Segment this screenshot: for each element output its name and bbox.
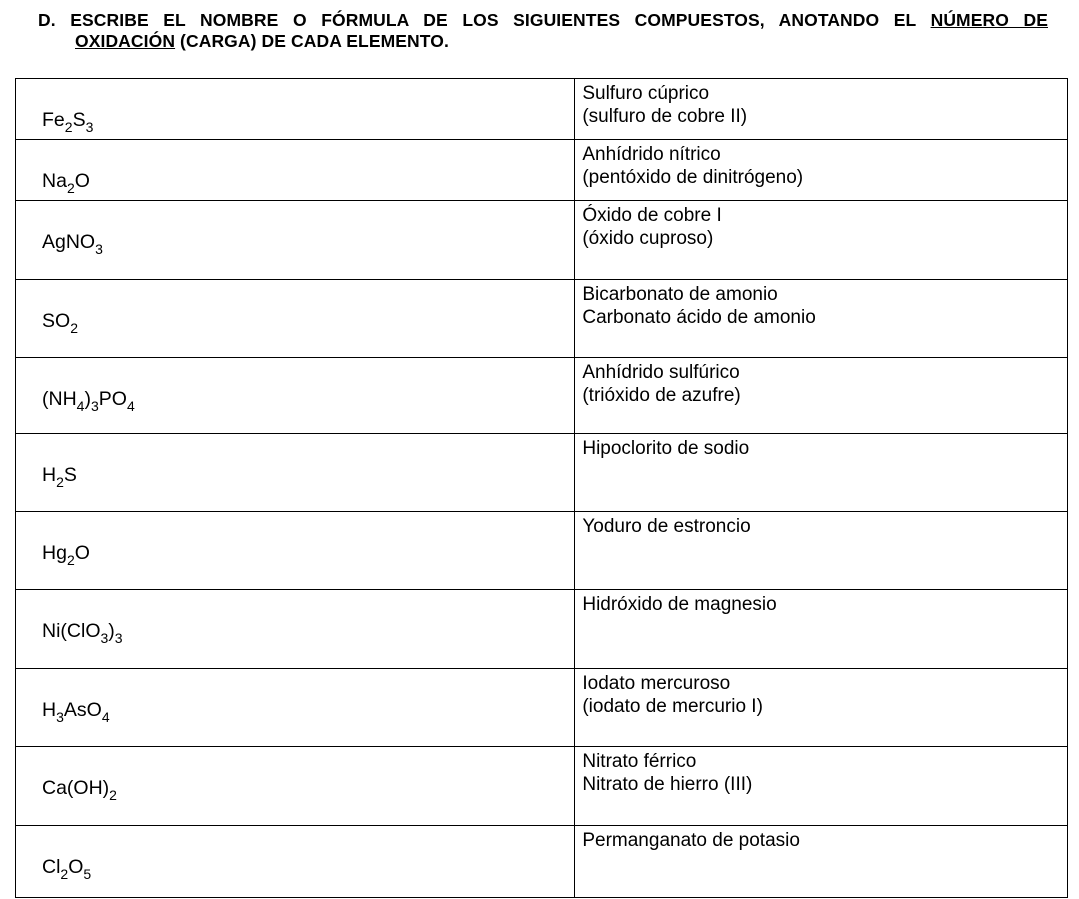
formula: [16, 826, 574, 882]
formula-subscript: 2: [109, 787, 117, 803]
compound-name: [575, 140, 1067, 189]
compound-name: [575, 201, 1067, 250]
compound-name: [575, 280, 1067, 329]
formula-text: Na: [42, 170, 67, 192]
table-row: [16, 590, 1068, 669]
formula: [16, 747, 574, 803]
instructions: [38, 10, 1048, 52]
compound-name: [575, 590, 1067, 616]
compound-name-line-2: Carbonato ácido de amonio: [582, 307, 816, 328]
name-cell[interactable]: [575, 434, 1068, 512]
table-row: [16, 434, 1068, 512]
formula-text: Fe: [42, 109, 65, 131]
compound-name-line-1: Bicarbonato de amonio: [582, 284, 778, 305]
formula: [16, 512, 574, 568]
instructions-underlined-1: NÚMERO DE: [930, 10, 1048, 30]
compound-name-line-1: Hidróxido de magnesio: [582, 594, 777, 615]
compound-name-line-1: Yoduro de estroncio: [582, 516, 751, 537]
formula-text: Hg: [42, 542, 67, 564]
instructions-line-1: [38, 10, 1048, 31]
compound-name-line-1: Nitrato férrico: [582, 751, 697, 772]
compound-name-line-1: Permanganato de potasio: [582, 830, 800, 851]
table-row: [16, 669, 1068, 747]
formula-text: O: [68, 856, 84, 878]
formula-text: S: [72, 109, 86, 131]
formula-text: ): [108, 620, 115, 642]
name-cell[interactable]: [575, 512, 1068, 590]
name-cell[interactable]: [575, 590, 1068, 669]
compound-name: [575, 669, 1067, 718]
formula-text: AgNO: [42, 231, 96, 253]
formula-cell[interactable]: [16, 140, 575, 201]
formula-subscript: 3: [90, 398, 99, 414]
instructions-text-2: (CARGA) DE CADA ELEMENTO.: [175, 31, 449, 51]
table-row: [16, 280, 1068, 358]
formula-cell[interactable]: [16, 434, 575, 512]
table-row: [16, 747, 1068, 826]
compound-name-line-2: (iodato de mercurio I): [582, 696, 763, 717]
formula: [16, 358, 574, 414]
formula-subscript: 4: [126, 398, 135, 414]
formula-text: O: [74, 542, 90, 564]
formula-text: ): [84, 388, 91, 410]
compound-name: [575, 747, 1067, 796]
formula-text: Ca(OH): [42, 777, 110, 799]
compound-name-line-1: Hipoclorito de sodio: [582, 438, 750, 459]
name-cell[interactable]: [575, 358, 1068, 434]
formula-cell[interactable]: [16, 512, 575, 590]
compound-name-line-2: (pentóxido de dinitrógeno): [582, 167, 804, 188]
formula-cell[interactable]: [16, 826, 575, 898]
table-row: [16, 201, 1068, 280]
formula-text: H: [42, 699, 57, 721]
compound-name-line-1: Iodato mercuroso: [582, 673, 731, 694]
compounds-table: [15, 78, 1068, 898]
formula: [16, 201, 574, 257]
compound-name-line-1: Anhídrido nítrico: [582, 144, 721, 165]
formula-subscript: 2: [66, 552, 75, 568]
formula-text: (NH: [42, 388, 77, 410]
compound-name: [575, 512, 1067, 538]
compound-name-line-2: (sulfuro de cobre II): [582, 106, 748, 127]
name-cell[interactable]: [575, 669, 1068, 747]
table-row: [16, 358, 1068, 434]
formula-subscript: 4: [76, 398, 85, 414]
compound-name-line-2: (óxido cuproso): [582, 228, 714, 249]
formula: [16, 590, 574, 646]
formula-text: AsO: [63, 699, 102, 721]
compound-name: [575, 826, 1067, 852]
formula: [16, 434, 574, 490]
formula-cell[interactable]: [16, 358, 575, 434]
compound-name-line-1: Sulfuro cúprico: [582, 83, 710, 104]
formula-text: SO: [42, 310, 71, 332]
compound-name: [575, 79, 1067, 128]
formula-subscript: 4: [101, 709, 110, 725]
formula: [16, 79, 574, 135]
formula: [16, 669, 574, 725]
name-cell[interactable]: [575, 79, 1068, 140]
name-cell[interactable]: [575, 280, 1068, 358]
formula: [16, 280, 574, 336]
table-row: [16, 826, 1068, 898]
formula-text: H: [42, 464, 57, 486]
formula-cell[interactable]: [16, 79, 575, 140]
formula-text: Cl: [42, 856, 61, 878]
compound-name-line-2: Nitrato de hierro (III): [582, 774, 753, 795]
formula-subscript: 2: [64, 119, 73, 135]
name-cell[interactable]: [575, 826, 1068, 898]
name-cell[interactable]: [575, 201, 1068, 280]
formula-subscript: 3: [95, 241, 103, 257]
formula-subscript: 2: [70, 320, 78, 336]
formula-text: S: [63, 464, 77, 486]
formula-text: PO: [98, 388, 127, 410]
table-row: [16, 140, 1068, 201]
formula-text: O: [74, 170, 90, 192]
formula: [16, 140, 574, 196]
formula-subscript: 3: [114, 630, 123, 646]
formula-cell[interactable]: [16, 201, 575, 280]
compound-name-line-1: Anhídrido sulfúrico: [582, 362, 740, 383]
formula-subscript: 3: [100, 630, 109, 646]
table-row: [16, 79, 1068, 140]
formula-text: Ni(ClO: [42, 620, 101, 642]
table-row: [16, 512, 1068, 590]
compound-name-line-2: (trióxido de azufre): [582, 385, 741, 406]
instructions-text-1: D. ESCRIBE EL NOMBRE O FÓRMULA DE LOS SIGUIENTES COMPUESTOS, ANOTANDO EL: [38, 10, 931, 30]
compound-name: [575, 358, 1067, 407]
formula-subscript: 5: [83, 866, 92, 882]
formula-cell[interactable]: [16, 280, 575, 358]
formula-cell[interactable]: [16, 747, 575, 826]
formula-subscript: 2: [60, 866, 69, 882]
compound-name-line-1: Óxido de cobre I: [582, 205, 722, 226]
instructions-line-2: [38, 31, 1048, 52]
name-cell[interactable]: [575, 140, 1068, 201]
name-cell[interactable]: [575, 747, 1068, 826]
formula-subscript: 3: [85, 119, 94, 135]
formula-subscript: 3: [56, 709, 64, 725]
formula-cell[interactable]: [16, 669, 575, 747]
formula-subscript: 2: [66, 180, 75, 196]
formula-subscript: 2: [56, 474, 64, 490]
compound-name: [575, 434, 1067, 460]
formula-cell[interactable]: [16, 590, 575, 669]
instructions-underlined-2: OXIDACIÓN: [75, 31, 176, 51]
